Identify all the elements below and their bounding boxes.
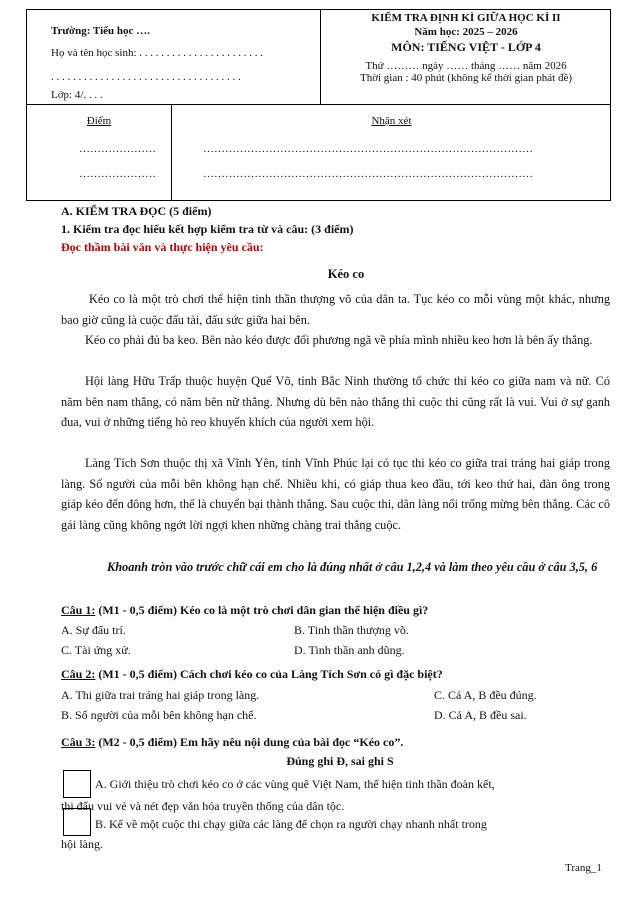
question-2-text: (M1 - 0,5 điểm) Cách chơi kéo co của Làng Tích Sơn có gì đặc biệt? (95, 667, 443, 681)
reading-instruction: Đọc thầm bài văn và thực hiện yêu cầu: (61, 240, 264, 254)
dotted-line: . . . . . . . . . . . . . . . . . . . . . . . . . . . . . . . . . . . (51, 71, 241, 83)
comment-label: Nhận xét (371, 115, 412, 127)
q2-option-d[interactable]: D. Cả A, B đều sai. (434, 708, 527, 722)
question-3-text: (M2 - 0,5 điểm) Em hãy nêu nội dung của bài đọc “Kéo co”. (95, 735, 404, 749)
student-name-field: Họ và tên học sinh: . . . . . . . . . . . . . . . . . . . . . . . (51, 47, 264, 59)
section-a-heading: A. KIỂM TRA ĐỌC (5 điểm) (61, 204, 212, 218)
q1-option-c[interactable]: C. Tài ứng xử. (61, 643, 131, 657)
question-2-label: Câu 2: (61, 667, 96, 681)
class-field: Lớp: 4/. . . . (51, 89, 103, 101)
exam-duration: Thời gian : 40 phút (không kể thời gian phát đề) (359, 72, 573, 84)
q1-option-d[interactable]: D. Tinh thần anh dũng. (294, 643, 405, 657)
story-title: Kéo co (327, 267, 365, 281)
answer-box-b[interactable] (63, 808, 91, 836)
school-year: Năm học: 2025 – 2026 (414, 26, 518, 38)
q1-option-b[interactable]: B. Tinh thần thượng võ. (294, 623, 409, 637)
story-paragraph: Làng Tích Sơn thuộc thị xã Vĩnh Yên, tỉnh Vĩnh Phúc lại có tục thi kéo co giữa trai tráng hai giáp trong làng. Số người của mỗi bên không hạn chế. Nhiều khi, có giáp thua keo đầu, tới keo thứ hai, đàn ông trong giáp kéo đến đông hơn, thế là chuyển bại thành thắng. Sau cuộc thi, dân làng nổi trống mừng bên thắng. Các cô gái làng cũng không ngớt lời ngợi khen những chàng trai thắng cuộc. (61, 456, 610, 532)
exam-header (26, 9, 611, 105)
score-label: Điểm (86, 115, 112, 127)
story-paragraph: Kéo co phải đủ ba keo. Bên nào kéo được đối phương ngã về phía mình nhiều keo hơn là bên ấy thắng. (85, 333, 593, 347)
exam-title: KIỂM TRA ĐỊNH KÌ GIỮA HỌC KÌ II (371, 12, 561, 24)
exam-date: Thứ ……… ngày …… tháng …… năm 2026 (365, 60, 567, 72)
true-false-instruction: Đúng ghi Đ, sai ghi S (286, 754, 394, 768)
q1-option-a[interactable]: A. Sự đấu trí. (61, 623, 126, 637)
question-1 (61, 603, 428, 617)
header-divider (320, 10, 321, 104)
subject-title: MÔN: TIẾNG VIỆT - LỚP 4 (391, 40, 541, 54)
q3-statement-b: B. Kể về một cuộc thi chạy giữa các làng để chọn ra người chạy nhanh nhất trong (95, 817, 487, 831)
q3-statement-b-cont: hội làng. (61, 837, 103, 851)
q2-option-b[interactable]: B. Số người của mỗi bên không hạn chế. (61, 708, 257, 722)
section-1-heading: 1. Kiểm tra đọc hiểu kết hợp kiểm tra từ và câu: (3 điểm) (61, 222, 354, 236)
comment-dots: ……………………………………………………………………………… (203, 168, 533, 180)
question-3-label: Câu 3: (61, 735, 96, 749)
score-dots: ………………… (79, 143, 156, 155)
q3-statement-a-cont: thi đấu vui vẻ và nét đẹp văn hóa truyền thống của dân tộc. (61, 799, 345, 813)
comment-dots: ……………………………………………………………………………… (203, 143, 533, 155)
school-name: Trường: Tiểu học …. (51, 25, 150, 37)
question-1-label: Câu 1: (61, 603, 96, 617)
task-instruction: Khoanh tròn vào trước chữ cái em cho là đúng nhất ở câu 1,2,4 và làm theo yêu cầu ở câu 3,5, 6 (107, 560, 598, 574)
question-1-text: (M1 - 0,5 điểm) Kéo co là một trò chơi dân gian thể hiện điều gì? (95, 603, 429, 617)
q2-option-a[interactable]: A. Thi giữa trai tráng hai giáp trong làng. (61, 688, 260, 702)
score-dots: ………………… (79, 168, 156, 180)
q2-option-c[interactable]: C. Cả A, B đều đúng. (434, 688, 537, 702)
q3-statement-a: A. Giới thiệu trò chơi kéo co ở các vùng quê Việt Nam, thể hiện tinh thần đoàn kết, (95, 777, 495, 791)
question-2 (61, 667, 443, 681)
grading-box (26, 105, 611, 201)
story-paragraph: Kéo co là một trò chơi thể hiện tinh thần thượng võ của dân ta. Tục kéo co mỗi vùng một khác, nhưng bao giờ cũng là cuộc đấu tài, đấu sức giữa hai bên. (61, 292, 610, 327)
page-number: Trang_1 (565, 862, 602, 874)
answer-box-a[interactable] (63, 770, 91, 798)
story-paragraph: Hội làng Hữu Trấp thuộc huyện Quế Võ, tỉnh Bắc Ninh thường tổ chức thi kéo co giữa nam và nữ. Có năm bên nam thắng, có năm bên nữ thắng. Nhưng dù bên nào thắng thì cuộc thi cũng rất là vui. Vui ở sự ganh đua, vui ở những tiếng hò reo khuyến khích của người xem hội. (61, 374, 610, 429)
question-3 (61, 735, 403, 749)
